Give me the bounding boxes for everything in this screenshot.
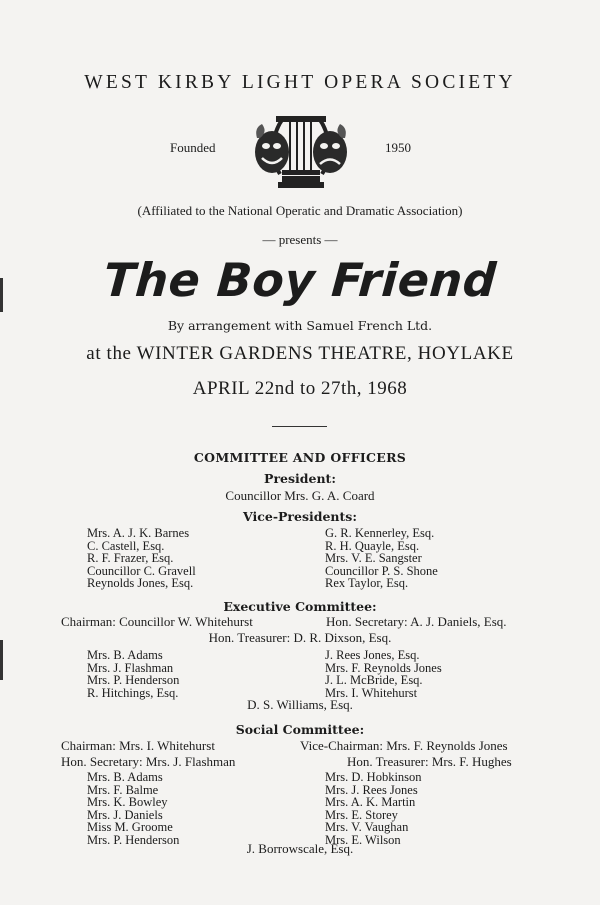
list-item: Mrs. E. Wilson (325, 832, 401, 847)
list-item: J. Rees Jones, Esq. (325, 648, 420, 662)
founded-year: 1950 (385, 140, 411, 155)
president-name: Councillor Mrs. G. A. Coard (225, 488, 375, 503)
social-heading: Social Committee: (235, 722, 365, 737)
social-vice-chairman: Vice-Chairman: Mrs. F. Reynolds Jones (300, 738, 508, 753)
list-item: Mrs. A. J. K. Barnes (87, 526, 190, 540)
list-item: Miss M. Groome (87, 820, 173, 834)
executive-member-last: D. S. Williams, Esq. (247, 697, 353, 712)
social-secretary: Hon. Secretary: Mrs. J. Flashman (61, 754, 236, 769)
list-item: Councillor P. S. Shone (325, 563, 438, 578)
list-item: Mrs. A. K. Martin (325, 795, 416, 809)
executive-secretary: Hon. Secretary: A. J. Daniels, Esq. (326, 614, 507, 629)
list-item: Mrs. P. Henderson (87, 673, 180, 687)
list-item: Mrs. J. Flashman (87, 660, 174, 675)
list-item: Rex Taylor, Esq. (325, 576, 409, 590)
list-item: R. Hitchings, Esq. (87, 685, 179, 700)
list-item: R. H. Quayle, Esq. (325, 538, 420, 553)
social-treasurer: Hon. Treasurer: Mrs. F. Hughes (347, 754, 512, 769)
list-item: R. F. Frazer, Esq. (87, 551, 174, 565)
presents-line: — presents — (262, 232, 338, 247)
affiliation-note: (Affiliated to the National Operatic and Dramatic Association) (137, 203, 463, 218)
social-members-right (325, 771, 422, 846)
arrangement-note: By arrangement with Samuel French Ltd. (167, 318, 433, 333)
social-members-left (87, 771, 179, 846)
executive-members-left (87, 649, 179, 699)
list-item: Mrs. E. Storey (325, 807, 398, 822)
executive-members-right (325, 649, 442, 699)
social-member-last: J. Borrowscale, Esq. (246, 841, 354, 856)
list-item: Mrs. B. Adams (87, 770, 163, 784)
dates-line: APRIL 22nd to 27th, 1968 (192, 378, 408, 399)
list-item: Councillor C. Gravell (87, 563, 196, 578)
vice-presidents-right (325, 527, 438, 590)
list-item: Mrs. P. Henderson (87, 832, 180, 847)
list-item: Mrs. F. Balme (87, 782, 159, 797)
vice-presidents-left (87, 527, 196, 590)
list-item: Mrs. V. E. Sangster (325, 551, 422, 565)
list-item: J. L. McBride, Esq. (325, 673, 423, 687)
list-item: Mrs. F. Reynolds Jones (325, 660, 442, 675)
society-name: WEST KIRBY LIGHT OPERA SOCIETY (84, 72, 516, 93)
vice-presidents-heading: Vice-Presidents: (243, 509, 357, 524)
binder-mark (0, 640, 3, 680)
list-item: Mrs. K. Bowley (87, 795, 168, 809)
list-item: Mrs. J. Daniels (87, 807, 163, 822)
list-item: G. R. Kennerley, Esq. (325, 526, 435, 540)
list-item: Mrs. J. Rees Jones (325, 782, 418, 797)
venue-line: at the WINTER GARDENS THEATRE, HOYLAKE (86, 343, 514, 364)
executive-heading: Executive Committee: (223, 599, 377, 614)
show-title: The Boy Friend (101, 253, 499, 307)
president-heading: President: (264, 471, 336, 486)
lyre-with-theatre-masks-icon (252, 108, 350, 192)
list-item: C. Castell, Esq. (87, 538, 165, 553)
list-item: Mrs. I. Whitehurst (325, 685, 418, 700)
list-item: Reynolds Jones, Esq. (87, 576, 194, 590)
committee-heading: COMMITTEE AND OFFICERS (193, 450, 407, 465)
executive-chairman: Chairman: Councillor W. Whitehurst (61, 614, 253, 629)
divider (272, 426, 327, 427)
list-item: Mrs. B. Adams (87, 648, 163, 662)
founded-label: Founded (170, 140, 216, 155)
list-item: Mrs. V. Vaughan (325, 820, 409, 834)
social-chairman: Chairman: Mrs. I. Whitehurst (61, 738, 215, 753)
executive-treasurer: Hon. Treasurer: D. R. Dixson, Esq. (208, 630, 392, 645)
list-item: Mrs. D. Hobkinson (325, 770, 422, 784)
